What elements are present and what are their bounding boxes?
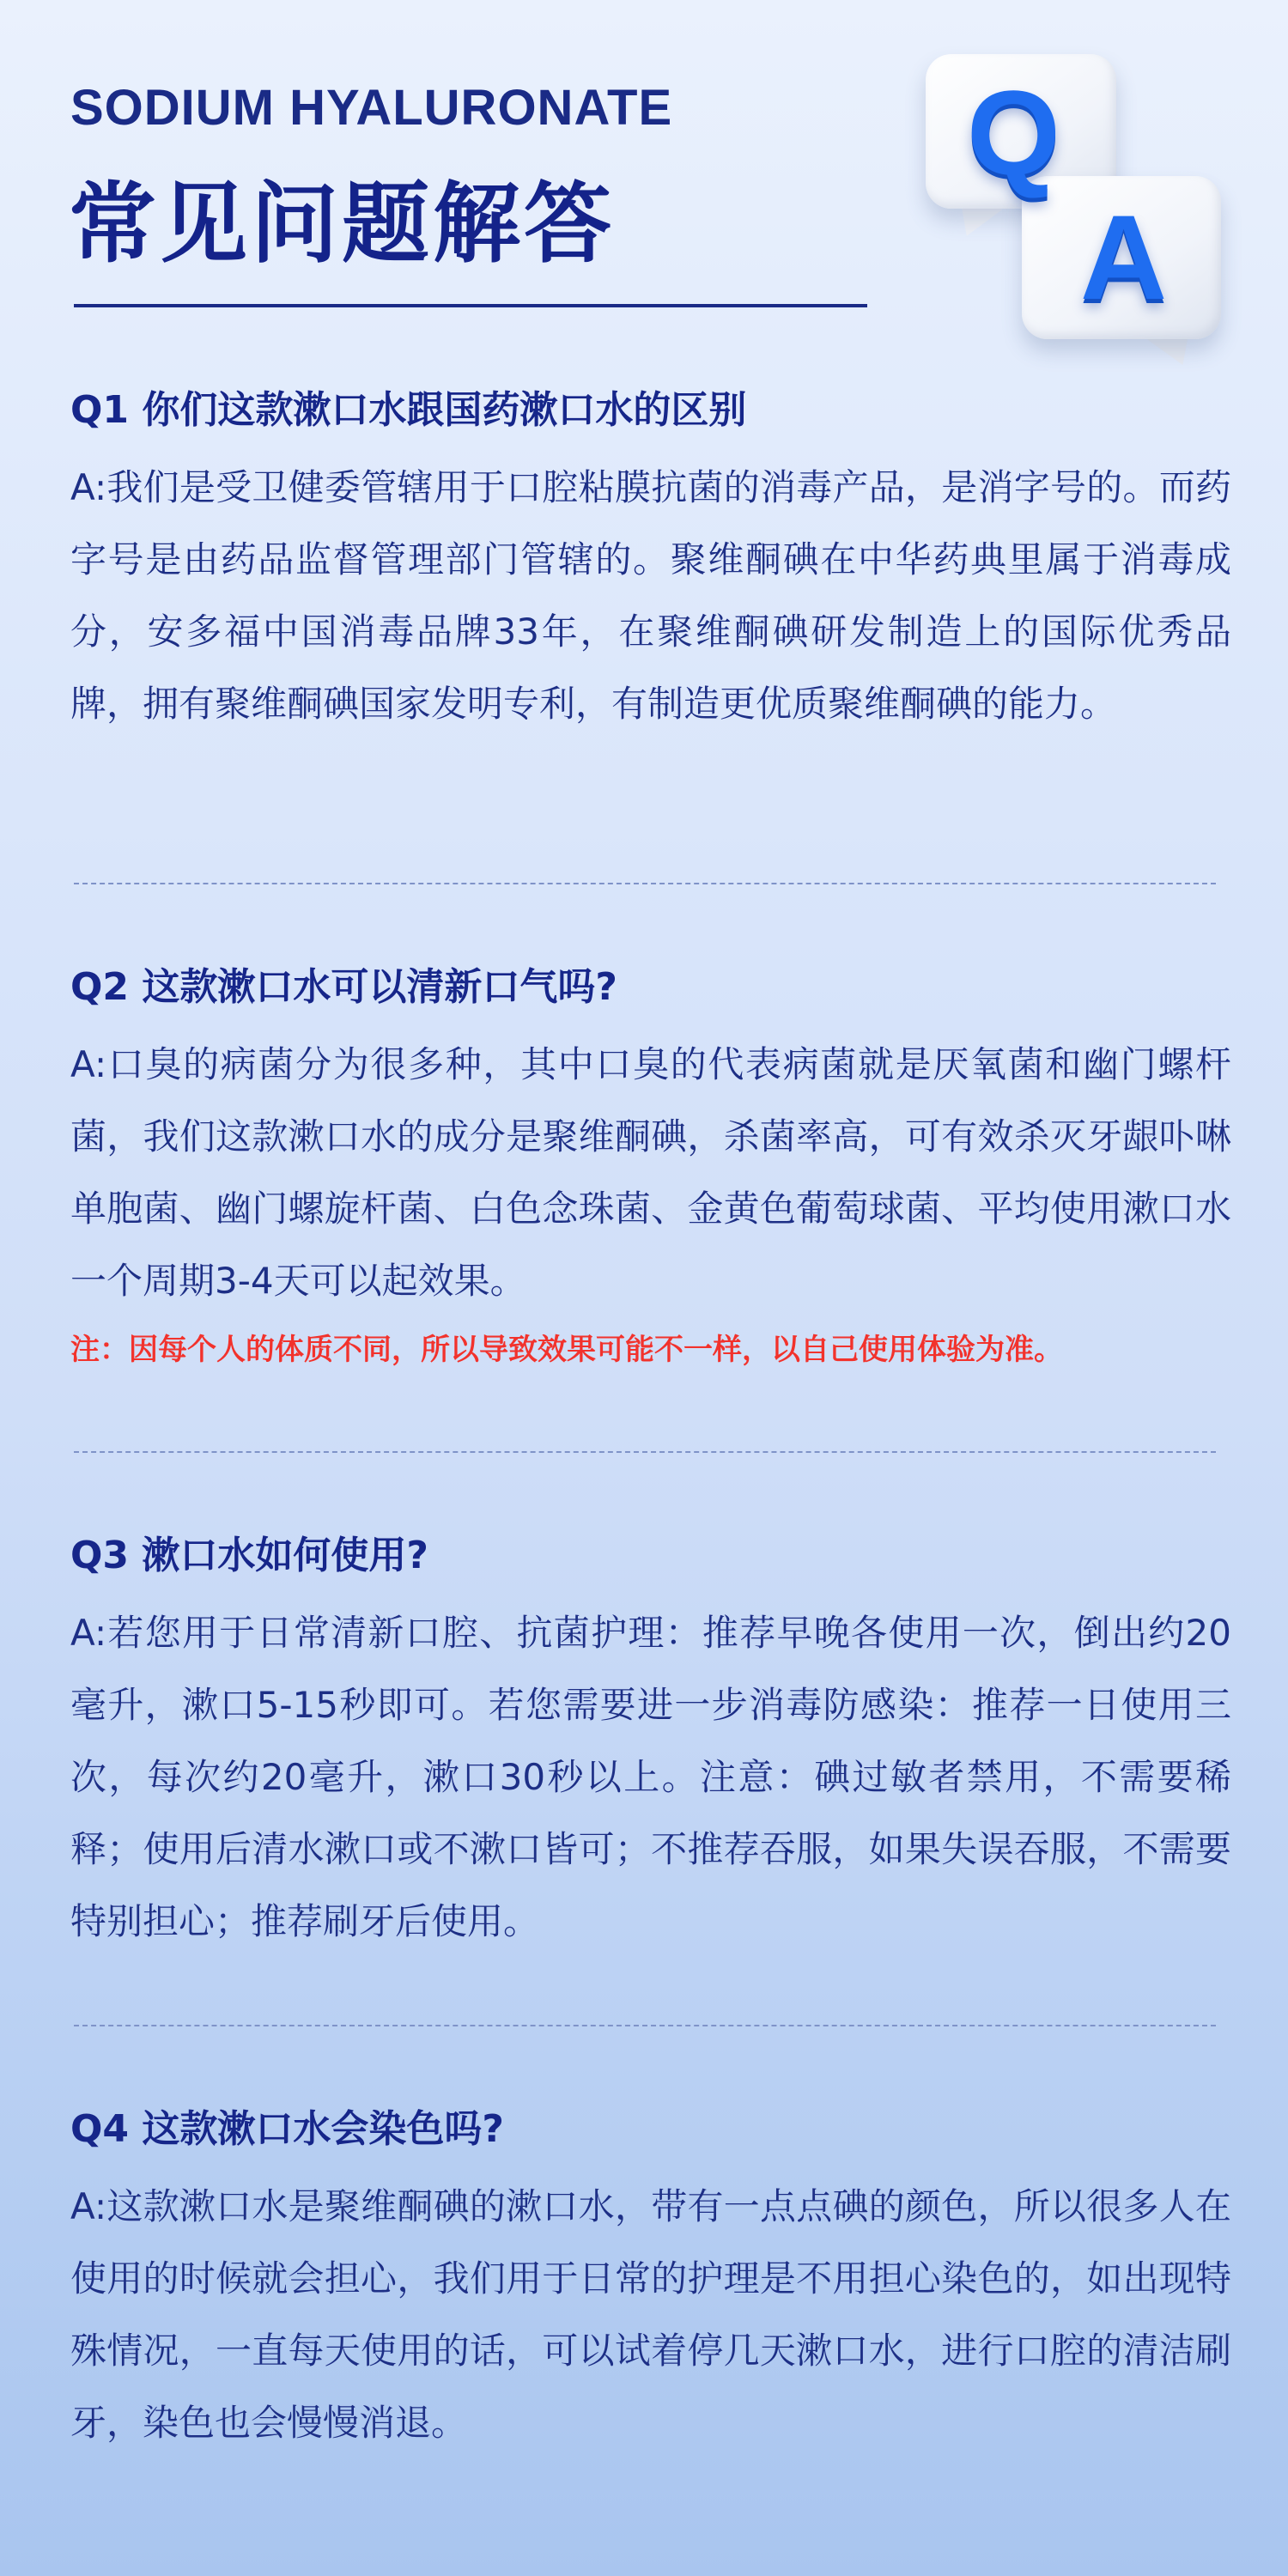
page-eyebrow: SODIUM HYALURONATE: [70, 80, 673, 136]
faq-item-4: [70, 2104, 1231, 2459]
faq-answer-4: A:这款漱口水是聚维酮碘的漱口水，带有一点点碘的颜色，所以很多人在使用的时候就会担心，我们用于日常的护理是不用担心染色的，如出现特殊情况，一直每天使用的话，可以试着停几天漱口水，进行口腔的清洁刷牙，染色也会慢慢消退。: [70, 2185, 1231, 2444]
faq-divider-1: [74, 883, 1216, 884]
faq-note-2: 注：因每个人的体质不同，所以导致效果可能不一样，以自己使用体验为准。: [70, 1333, 1063, 1367]
faq-divider-2: [74, 1451, 1216, 1453]
faq-question-4: Q4 这款漱口水会染色吗?: [70, 2107, 504, 2151]
faq-answer-2: A:口臭的病菌分为很多种，其中口臭的代表病菌就是厌氧菌和幽门螺杆菌，我们这款漱口水的成分是聚维酮碘，杀菌率高，可有效杀灭牙龈卟啉单胞菌、幽门螺旋杆菌、白色念珠菌、金黄色葡萄球菌、平均使用漱口水一个周期3-4天可以起效果。: [70, 1043, 1231, 1302]
qa-badge-icon: [919, 47, 1228, 374]
faq-question-2: Q2 这款漱口水可以清新口气吗?: [70, 965, 617, 1009]
faq-item-1: [70, 385, 1231, 740]
faq-divider-3: [74, 2025, 1216, 2026]
faq-item-3: [70, 1530, 1231, 1958]
faq-item-2: [70, 962, 1231, 1374]
faq-answer-3: A:若您用于日常清新口腔、抗菌护理：推荐早晚各使用一次，倒出约20毫升，漱口5-15秒即可。若您需要进一步消毒防感染：推荐一日使用三次，每次约20毫升，漱口30秒以上。注意：碘过敏者禁用，不需要稀释；使用后清水漱口或不漱口皆可；不推荐吞服，如果失误吞服，不需要特别担心；推荐刷牙后使用。: [70, 1612, 1231, 1942]
page-title: 常见问题解答: [69, 173, 615, 276]
badge-a-letter: A: [1080, 190, 1168, 325]
title-underline: [74, 304, 867, 307]
faq-question-3: Q3 漱口水如何使用?: [70, 1534, 428, 1577]
faq-answer-1: A:我们是受卫健委管辖用于口腔粘膜抗菌的消毒产品，是消字号的。而药字号是由药品监督管理部门管辖的。聚维酮碘在中华药典里属于消毒成分，安多福中国消毒品牌33年，在聚维酮碘研发制造上的国际优秀品牌，拥有聚维酮碘国家发明专利，有制造更优质聚维酮碘的能力。: [70, 466, 1231, 725]
faq-question-1: Q1 你们这款漱口水跟国药漱口水的区别: [70, 388, 747, 432]
badge-q-letter: Q: [967, 65, 1060, 200]
